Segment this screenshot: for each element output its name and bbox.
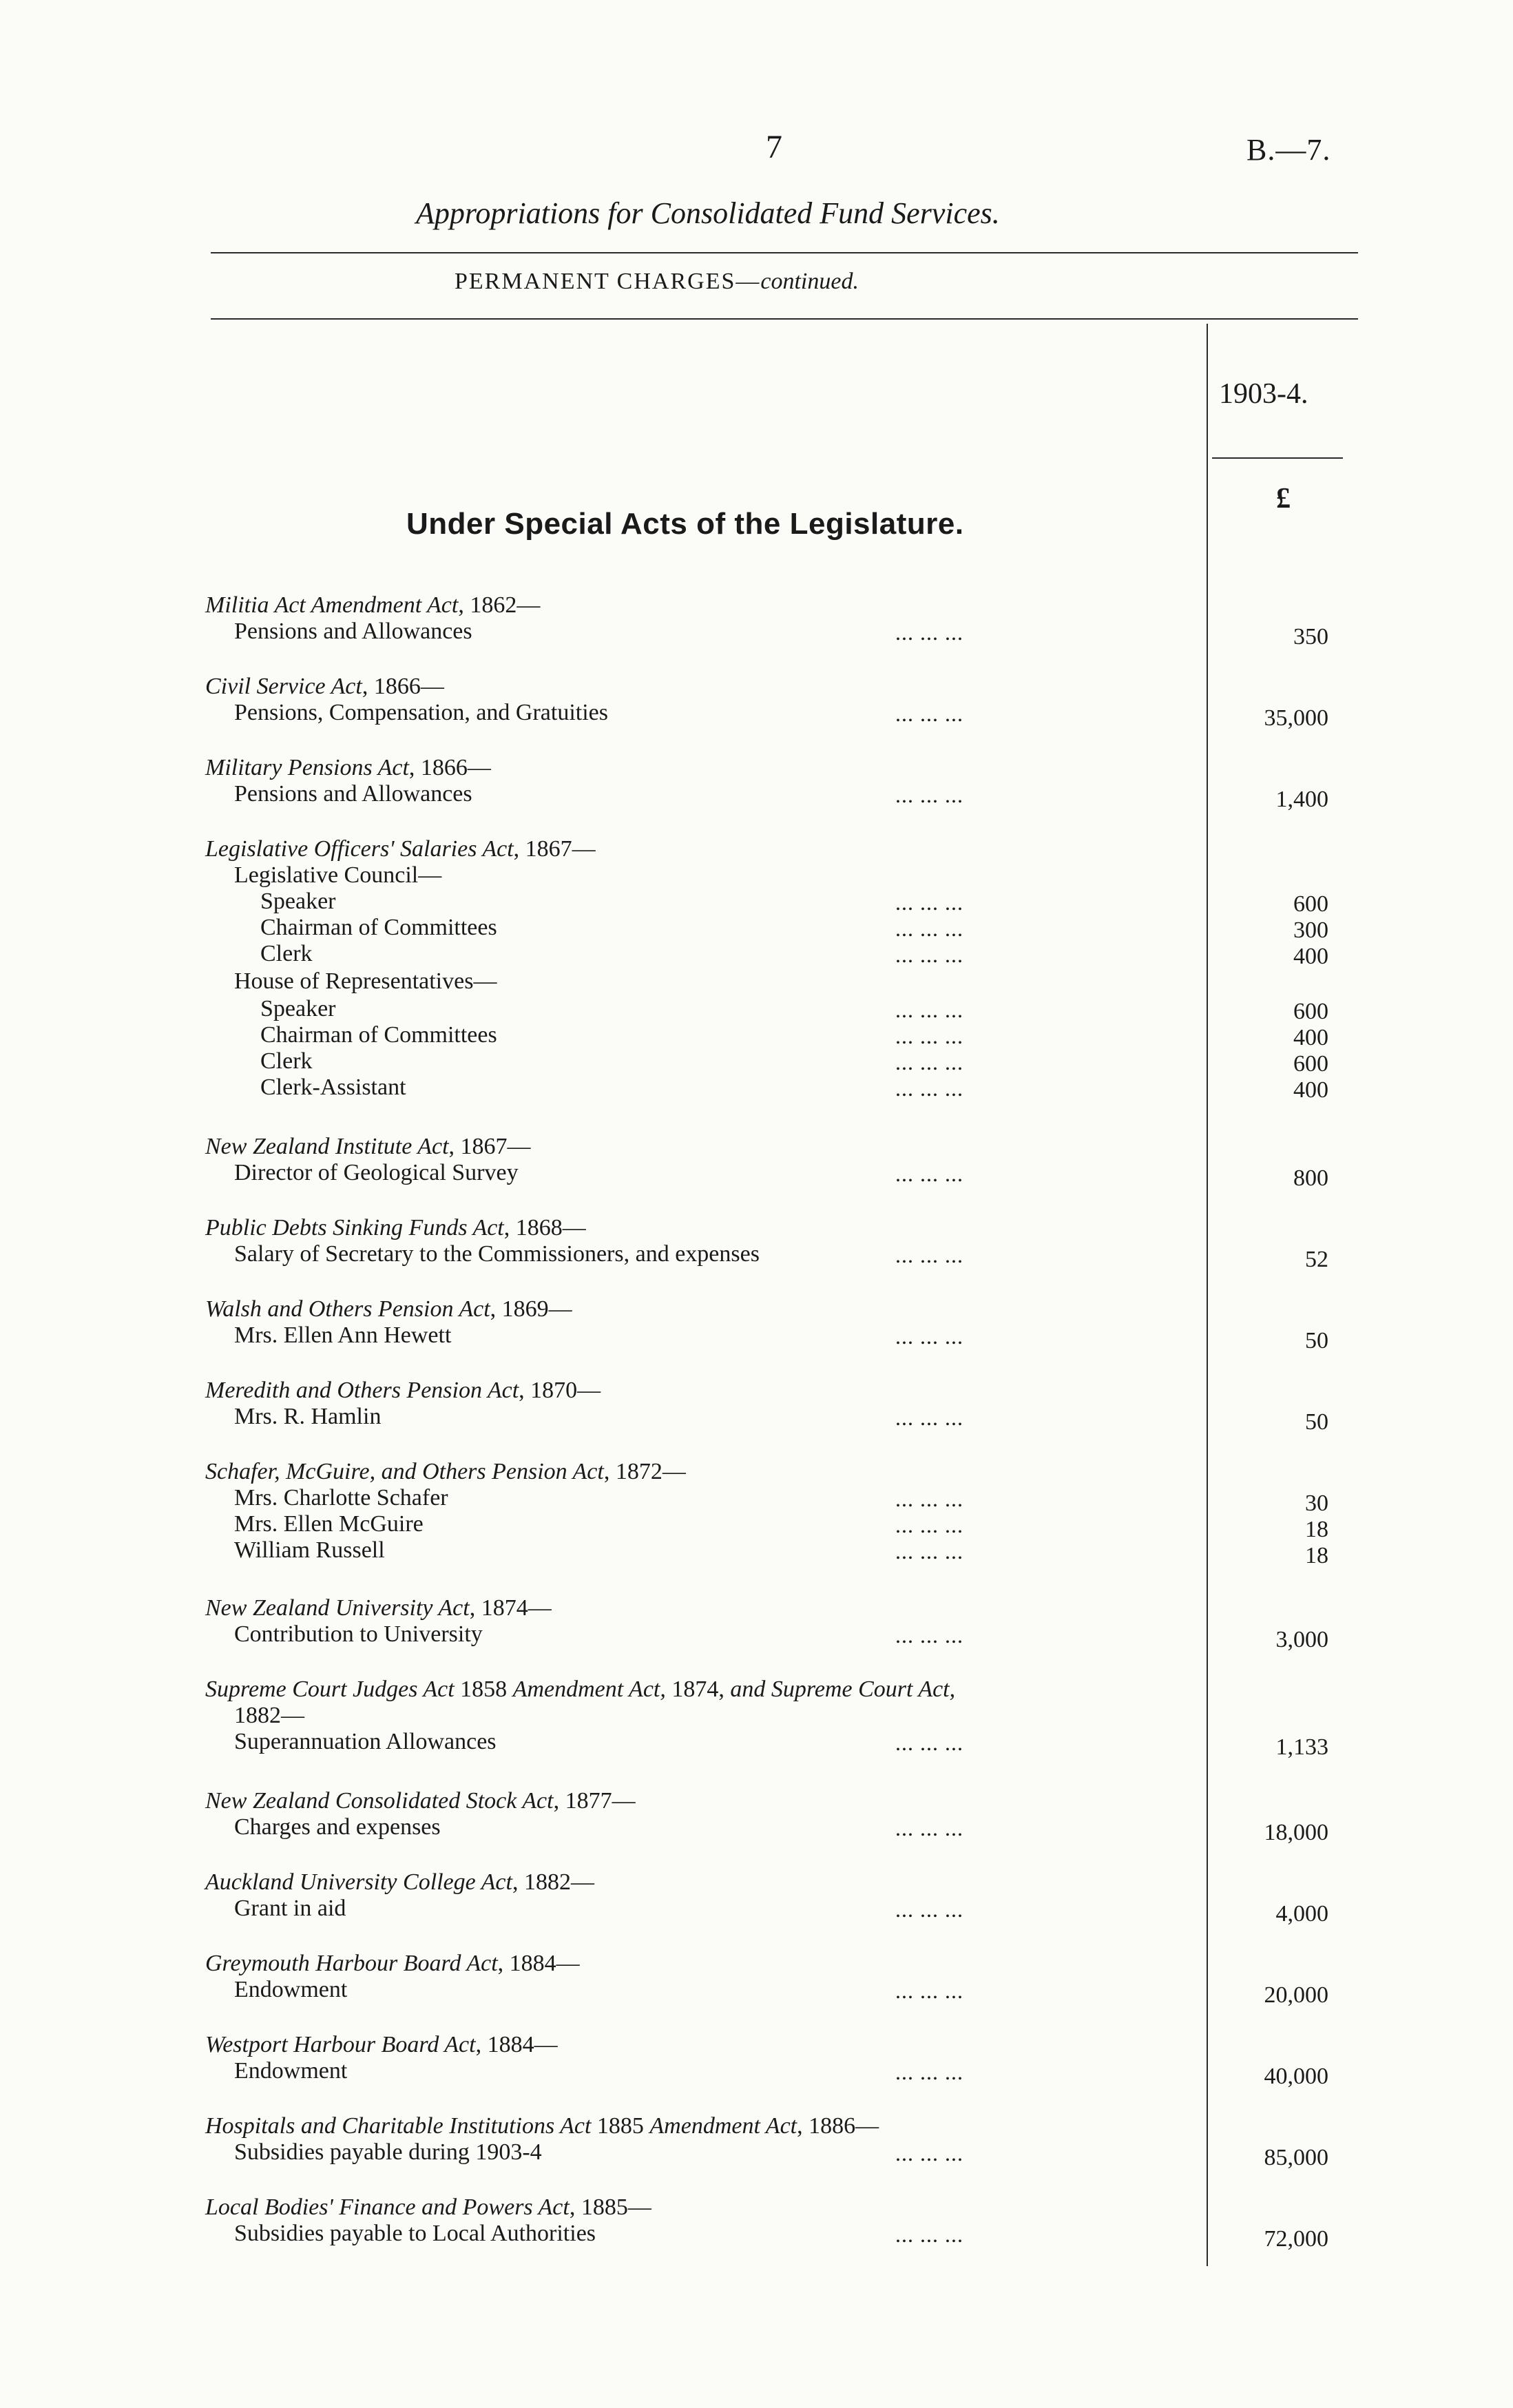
amount-column-divider [1207, 324, 1208, 2266]
amount: 50 [1305, 1328, 1328, 1353]
act-heading: Auckland University College Act, 1882— [205, 1869, 594, 1895]
dot-leader: ... ... ... [895, 1513, 963, 1537]
line-item: Pensions and Allowances [234, 781, 472, 807]
amount: 52 [1305, 1247, 1328, 1272]
line-item: Chairman of Committees [260, 1022, 497, 1048]
amount: 600 [1293, 999, 1328, 1024]
line-item: Contribution to University [234, 1621, 483, 1647]
line-item: Mrs. Ellen McGuire [234, 1511, 424, 1537]
act-heading: Supreme Court Judges Act 1858 Amendment Act, 1874, and Supreme Court Act, [205, 1677, 956, 1702]
dot-leader: ... ... ... [895, 916, 963, 941]
dot-leader: ... ... ... [895, 1243, 963, 1267]
dot-leader: ... ... ... [895, 942, 963, 967]
act-heading: New Zealand Institute Act, 1867— [205, 1134, 531, 1159]
amount: 85,000 [1264, 2145, 1328, 2170]
line-item: Chairman of Committees [260, 915, 497, 940]
dot-leader: ... ... ... [895, 2222, 963, 2247]
act-heading: New Zealand University Act, 1874— [205, 1595, 552, 1621]
dot-leader: ... ... ... [895, 2059, 963, 2084]
dot-leader: ... ... ... [895, 1161, 963, 1186]
amount: 400 [1293, 944, 1328, 969]
amount: 400 [1293, 1025, 1328, 1050]
sub-heading-main: PERMANENT CHARGES— [455, 269, 761, 294]
sub-heading [455, 269, 859, 295]
act-heading: Militia Act Amendment Act, 1862— [205, 592, 541, 618]
act-heading: Local Bodies' Finance and Powers Act, 1885— [205, 2194, 651, 2220]
year-rule [1212, 457, 1343, 459]
line-item: Grant in aid [234, 1896, 346, 1921]
dot-leader: ... ... ... [895, 1623, 963, 1648]
section-heading: Under Special Acts of the Legislature. [406, 507, 964, 541]
act-heading: Westport Harbour Board Act, 1884— [205, 2032, 558, 2057]
amount: 18,000 [1264, 1820, 1328, 1845]
line-item: Endowment [234, 2058, 348, 2084]
line-item: Speaker [260, 889, 336, 914]
amount: 600 [1293, 891, 1328, 917]
amount: 72,000 [1264, 2226, 1328, 2252]
page-number: 7 [766, 129, 782, 165]
amount: 400 [1293, 1077, 1328, 1103]
dot-leader: ... ... ... [895, 1076, 963, 1101]
dot-leader: ... ... ... [895, 1539, 963, 1564]
amount: 1,133 [1275, 1734, 1328, 1760]
amount: 800 [1293, 1165, 1328, 1191]
dot-leader: ... ... ... [895, 701, 963, 726]
amount: 300 [1293, 917, 1328, 943]
line-item: William Russell [234, 1537, 385, 1563]
year-column-heading: 1903-4. [1219, 378, 1308, 410]
dot-leader: ... ... ... [895, 620, 963, 645]
line-item: Mrs. Ellen Ann Hewett [234, 1322, 452, 1348]
currency-symbol: £ [1276, 483, 1291, 515]
line-item: Clerk [260, 1048, 313, 1074]
dot-leader: ... ... ... [895, 1897, 963, 1922]
act-heading: Public Debts Sinking Funds Act, 1868— [205, 1215, 586, 1241]
dot-leader: ... ... ... [895, 997, 963, 1022]
dot-leader: ... ... ... [895, 1405, 963, 1430]
act-heading-continued: 1882— [234, 1703, 304, 1728]
act-heading: Civil Service Act, 1866— [205, 674, 444, 699]
dot-leader: ... ... ... [895, 890, 963, 915]
amount: 50 [1305, 1409, 1328, 1435]
amount: 1,400 [1275, 787, 1328, 812]
dot-leader: ... ... ... [895, 1816, 963, 1840]
dot-leader: ... ... ... [895, 2141, 963, 2166]
dot-leader: ... ... ... [895, 1978, 963, 2003]
amount: 35,000 [1264, 705, 1328, 731]
amount: 18 [1305, 1517, 1328, 1542]
line-item: Pensions and Allowances [234, 619, 472, 644]
page-title: Appropriations for Consolidated Fund Services. [416, 196, 1000, 230]
amount: 350 [1293, 624, 1328, 650]
act-heading: Schafer, McGuire, and Others Pension Act, 1872— [205, 1459, 686, 1484]
line-item: Speaker [260, 996, 336, 1021]
amount: 40,000 [1264, 2064, 1328, 2089]
line-item: Superannuation Allowances [234, 1729, 497, 1754]
dot-leader: ... ... ... [895, 1486, 963, 1511]
line-item: Pensions, Compensation, and Gratuities [234, 700, 609, 725]
group-label: Legislative Council— [234, 862, 442, 888]
act-heading: Military Pensions Act, 1866— [205, 755, 491, 780]
line-item: Subsidies payable to Local Authorities [234, 2221, 596, 2246]
line-item: Salary of Secretary to the Commissioners, and expenses [234, 1241, 760, 1267]
act-heading: Meredith and Others Pension Act, 1870— [205, 1378, 601, 1403]
dot-leader: ... ... ... [895, 1050, 963, 1075]
line-item: Mrs. Charlotte Schafer [234, 1485, 448, 1511]
amount: 3,000 [1275, 1627, 1328, 1652]
amount: 20,000 [1264, 1982, 1328, 2008]
line-item: Clerk-Assistant [260, 1075, 406, 1100]
amount: 18 [1305, 1543, 1328, 1568]
group-label: House of Representatives— [234, 968, 497, 994]
dot-leader: ... ... ... [895, 782, 963, 807]
line-item: Charges and expenses [234, 1814, 441, 1840]
act-heading: Greymouth Harbour Board Act, 1884— [205, 1951, 580, 1976]
line-item: Director of Geological Survey [234, 1160, 519, 1185]
act-heading: Walsh and Others Pension Act, 1869— [205, 1296, 572, 1322]
dot-leader: ... ... ... [895, 1024, 963, 1048]
act-heading: New Zealand Consolidated Stock Act, 1877— [205, 1788, 636, 1814]
act-heading: Hospitals and Charitable Institutions Act 1885 Amendment Act, 1886— [205, 2113, 879, 2139]
sub-heading-continued: continued. [760, 269, 859, 294]
amount: 600 [1293, 1051, 1328, 1077]
line-item: Clerk [260, 941, 313, 966]
line-item: Endowment [234, 1977, 348, 2002]
header-rule [211, 318, 1358, 320]
act-heading: Legislative Officers' Salaries Act, 1867— [205, 836, 596, 862]
dot-leader: ... ... ... [895, 1730, 963, 1755]
line-item: Subsidies payable during 1903-4 [234, 2139, 542, 2165]
amount: 4,000 [1275, 1901, 1328, 1927]
amount: 30 [1305, 1491, 1328, 1516]
line-item: Mrs. R. Hamlin [234, 1404, 382, 1429]
dot-leader: ... ... ... [895, 1324, 963, 1349]
document-reference: B.—7. [1246, 133, 1331, 167]
title-rule [211, 252, 1358, 253]
